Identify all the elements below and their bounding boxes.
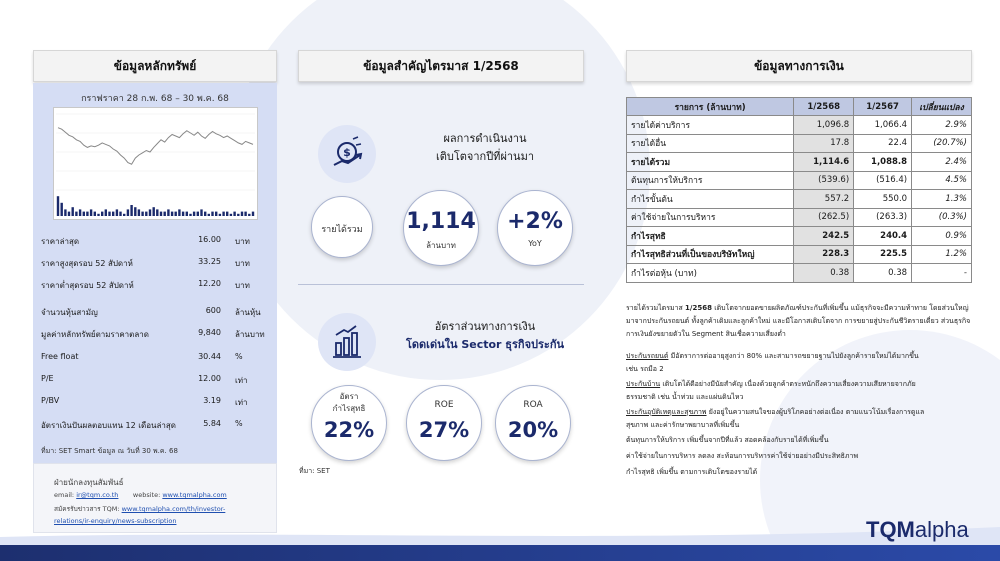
volume-bar [219, 214, 221, 216]
narrative-para-4 [626, 406, 976, 432]
volume-bar [123, 214, 125, 216]
roe-value: 27% [418, 418, 470, 442]
narrative-quarter: 1/2568 [685, 304, 712, 312]
subscribe-link-2[interactable]: relations/ir-enquiry/news-subscription [54, 517, 177, 525]
stock-info-label: P/E [41, 374, 54, 383]
growth-label: YoY [528, 239, 542, 248]
net-margin-value: 22% [323, 418, 375, 442]
volume-bar [189, 214, 191, 216]
narrative-para-3 [626, 378, 976, 404]
stock-info-unit: บาท [235, 281, 250, 290]
value-2568: 242.5 [794, 227, 854, 246]
volume-bar [204, 212, 206, 216]
stock-info-label: ราคาล่าสุด [41, 237, 80, 246]
revenue-value: 1,114 [406, 209, 476, 234]
financial-row [627, 227, 972, 246]
value-2568: 557.2 [794, 190, 854, 209]
narrative-para-1 [626, 302, 976, 341]
financial-item: รายได้รวม [627, 153, 794, 172]
volume-bar [186, 212, 188, 216]
financial-row [627, 134, 972, 153]
value-change: 0.9% [912, 227, 972, 246]
financial-row [627, 116, 972, 135]
narrative-text: มีอัตราการต่ออายุสูงกว่า 80% และสามารถขยายฐานไปยังลูกค้ารายใหม่ได้มากขึ้น [668, 352, 919, 360]
stock-info-unit: เท่า [235, 398, 248, 407]
volume-bar [75, 212, 77, 216]
financial-item: กำไรขั้นต้น [627, 190, 794, 209]
financial-item: รายได้ค่าบริการ [627, 116, 794, 135]
narrative-text: เช่น รถมือ 2 [626, 365, 664, 373]
volume-bar [90, 209, 92, 216]
stock-info-unit: เท่า [235, 376, 248, 385]
stock-info-label: อัตราเงินปันผลตอบแทน 12 เดือนล่าสุด [41, 421, 176, 430]
value-2568: 228.3 [794, 245, 854, 264]
net-margin-label-1: อัตรา [339, 392, 359, 401]
stock-info-value: 9,840 [198, 328, 221, 337]
stock-info-row [41, 257, 271, 271]
volume-bar [193, 212, 195, 216]
price-chart-svg [54, 108, 257, 219]
financial-row [627, 264, 972, 283]
ir-contact-line [54, 491, 227, 499]
financial-item: ต้นทุนการให้บริการ [627, 171, 794, 190]
ir-title: ฝ่ายนักลงทุนสัมพันธ์ [54, 478, 124, 487]
value-2568: 17.8 [794, 134, 854, 153]
bar-chart-icon [318, 313, 376, 371]
narrative-para-2 [626, 350, 976, 376]
value-2567: (516.4) [854, 171, 912, 190]
stock-info-row [41, 306, 271, 320]
money-growth-icon [318, 125, 376, 183]
subscribe-link[interactable]: www.tqmalpha.com/th/investor- [121, 505, 226, 513]
value-change: 1.3% [912, 190, 972, 209]
stock-info-source: ที่มา: SET Smart ข้อมูล ณ วันที่ 30 พ.ค. 68 [41, 447, 178, 455]
highlights-source: ที่มา: SET [299, 467, 330, 475]
value-2567: 225.5 [854, 245, 912, 264]
logo-light: alpha [914, 517, 969, 542]
stock-info-unit: ล้านบาท [235, 330, 265, 339]
value-2567: 0.38 [854, 264, 912, 283]
stock-info-unit: % [235, 352, 243, 361]
volume-bar [127, 209, 129, 216]
net-margin-label-2: กำไรสุทธิ [332, 404, 366, 413]
stock-info-row [41, 235, 271, 249]
volume-bar [211, 212, 213, 216]
stock-info-unit: ล้านหุ้น [235, 308, 261, 317]
logo-bold: TQM [866, 517, 915, 542]
volume-bar [244, 212, 246, 216]
value-change: 1.2% [912, 245, 972, 264]
value-change: 2.4% [912, 153, 972, 172]
revenue-label-bubble [311, 196, 373, 258]
financial-row [627, 153, 972, 172]
financial-table-header [627, 98, 972, 116]
volume-bar [175, 212, 177, 216]
email-label: email: [54, 491, 75, 499]
volume-bar [61, 203, 63, 216]
stock-info-value: 33.25 [198, 257, 221, 266]
financial-item: กำไรสุทธิ [627, 227, 794, 246]
volume-bar [134, 207, 136, 216]
financial-item: กำไรสุทธิส่วนที่เป็นของบริษัทใหญ่ [627, 245, 794, 264]
securities-panel [33, 83, 277, 463]
value-2567: 1,088.8 [854, 153, 912, 172]
value-2568: 0.38 [794, 264, 854, 283]
middle-divider [298, 284, 584, 285]
section-title-securities: ข้อมูลหลักทรัพย์ [33, 50, 277, 82]
narrative-text: เติบโตจากยอดขายผลิตภัณฑ์ประกันที่เพิ่มขึ้น แม้ธุรกิจจะมีความท้าทาย โดยส่วนใหญ่มาจากประกันรถยนต์ ทั้งลูกค้าเดิมและลูกค้าใหม่ และมีโอกาสเติบโตจาก [626, 304, 969, 325]
volume-bar [156, 209, 158, 216]
volume-bar [241, 212, 243, 216]
website-link[interactable]: www.tqmalpha.com [162, 491, 227, 499]
value-2568: 1,114.6 [794, 153, 854, 172]
financial-item: ค่าใช้จ่ายในการบริหาร [627, 208, 794, 227]
value-change: 4.5% [912, 171, 972, 190]
value-2567: 550.0 [854, 190, 912, 209]
stock-info-row [41, 328, 271, 342]
value-change: - [912, 264, 972, 283]
value-2568: 1,096.8 [794, 116, 854, 135]
financial-row [627, 245, 972, 264]
stock-info-label: P/BV [41, 396, 60, 405]
volume-bar [64, 209, 66, 216]
growth-value: +2% [507, 209, 563, 234]
volume-bar [149, 209, 151, 216]
header-2568: 1/2568 [794, 98, 854, 116]
svg-text:$: $ [343, 146, 351, 159]
volume-bar [182, 212, 184, 216]
stock-info-label: ราคาสูงสุดรอบ 52 สัปดาห์ [41, 259, 133, 268]
stock-info-label: มูลค่าหลักทรัพย์ตามราคาตลาด [41, 330, 149, 339]
narrative-text: เติบโตได้ดีอย่างมีนัยสำคัญ เนื่องด้วยลูกค้าตระหนักถึงความเสี่ยงความเสียหายจากภัย [660, 380, 916, 388]
volume-bar [145, 212, 147, 216]
value-2567: 22.4 [854, 134, 912, 153]
value-change: 2.9% [912, 116, 972, 135]
roa-label: ROA [523, 400, 543, 410]
value-change: (0.3%) [912, 208, 972, 227]
financial-item: รายได้อื่น [627, 134, 794, 153]
volume-bar [79, 209, 81, 216]
narrative-text: การขยายสู่ประกันชีวิตรายเดี่ยว ส่วนธุรกิจการเงินยังขยายตัวใน Segment สินเชื่อความเสี่ยงต่ำ [626, 317, 971, 338]
volume-bar [233, 212, 235, 216]
volume-bar [178, 209, 180, 216]
narrative-para-6: ค่าใช้จ่ายในการบริหาร ลดลง สะท้อนการบริหารค่าใช้จ่ายอย่างมีประสิทธิภาพ [626, 452, 859, 460]
financial-row [627, 171, 972, 190]
price-chart [53, 107, 258, 220]
performance-title-2: เติบโตจากปีที่ผ่านมา [435, 150, 535, 163]
section-title-financials: ข้อมูลทางการเงิน [626, 50, 972, 82]
roe-label: ROE [434, 400, 454, 410]
volume-bar [248, 214, 250, 216]
revenue-bubble [403, 190, 479, 266]
header-2567: 1/2567 [854, 98, 912, 116]
volume-bar [215, 212, 217, 216]
growth-bubble [497, 190, 573, 266]
financial-table [626, 97, 972, 283]
ratio-heading [395, 318, 575, 354]
volume-bar [197, 212, 199, 216]
value-change: (20.7%) [912, 134, 972, 153]
roa-bubble [495, 385, 571, 461]
stock-info-label: จำนวนหุ้นสามัญ [41, 308, 98, 317]
narrative-heading-motor: ประกันรถยนต์ [626, 352, 669, 360]
price-chart-title: กราฟราคา 28 ก.พ. 68 – 30 พ.ค. 68 [81, 94, 229, 104]
stock-info-value: 600 [205, 306, 221, 315]
stock-info-value: 30.44 [198, 352, 221, 361]
narrative-text: รายได้รวมไตรมาส [626, 304, 686, 312]
ratio-title-2: โดดเด่นใน Sector ธุรกิจประกัน [405, 338, 565, 351]
volume-bar [171, 212, 173, 216]
ratio-title-1: อัตราส่วนทางการเงิน [434, 320, 536, 333]
volume-bar [141, 212, 143, 216]
revenue-label: รายได้รวม [321, 225, 363, 235]
stock-info-value: 12.20 [198, 279, 221, 288]
stock-info-row [41, 374, 271, 388]
volume-bar [222, 212, 224, 216]
volume-bar [230, 214, 232, 216]
narrative-heading-home: ประกันบ้าน [626, 380, 661, 388]
stock-info-value: 3.19 [203, 396, 221, 405]
volume-bar [160, 212, 162, 216]
volume-bar [101, 212, 103, 216]
footer-bar [0, 545, 1000, 561]
volume-bar [72, 207, 74, 216]
tqmalpha-logo [866, 517, 969, 543]
subscribe-line-2 [54, 517, 176, 525]
volume-bar [83, 212, 85, 216]
header-item: รายการ (ล้านบาท) [627, 98, 794, 116]
stock-info-unit: บาท [235, 259, 250, 268]
stock-info-row [41, 352, 271, 366]
email-link[interactable]: ir@tqm.co.th [76, 491, 119, 499]
volume-bar [108, 212, 110, 216]
performance-title-1: ผลการดำเนินงาน [443, 132, 527, 145]
volume-bar [237, 214, 239, 216]
narrative-heading-health: ประกันอุบัติเหตุและสุขภาพ [626, 408, 707, 416]
volume-bar [112, 212, 114, 216]
volume-bar [97, 214, 99, 216]
stock-info-row [41, 419, 271, 433]
value-2567: 240.4 [854, 227, 912, 246]
value-2568: (539.6) [794, 171, 854, 190]
stock-info-value: 5.84 [203, 419, 221, 428]
financial-row [627, 208, 972, 227]
revenue-unit: ล้านบาท [426, 241, 456, 250]
performance-icon-circle [318, 125, 376, 183]
roe-bubble [406, 385, 482, 461]
roa-value: 20% [507, 418, 559, 442]
narrative-text: ยังอยู่ในความสนใจของผู้บริโภคอย่างต่อเนื่อง ตามแนวโน้มเรื่องการดูแล [706, 408, 925, 416]
narrative-para-7: กำไรสุทธิ เพิ่มขึ้น ตามการเติบโตของรายได้ [626, 468, 758, 476]
volume-bar [94, 212, 96, 216]
subscribe-label: สมัครรับข่าวสาร TQM: [54, 505, 120, 513]
stock-info-value: 16.00 [198, 235, 221, 244]
narrative-text: สุขภาพ และค่ารักษาพยาบาลที่เพิ่มขึ้น [626, 421, 740, 429]
volume-bar [167, 209, 169, 216]
stock-info-unit: บาท [235, 237, 250, 246]
website-label: website: [132, 491, 161, 499]
net-margin-bubble [311, 385, 387, 461]
stock-info-label: Free float [41, 352, 79, 361]
narrative-text: ธรรมชาติ เช่น น้ำท่วม และแผ่นดินไหว [626, 393, 744, 401]
volume-bar [68, 212, 70, 216]
stock-info-unit: % [235, 419, 243, 428]
volume-bar [130, 205, 132, 216]
volume-bar [200, 209, 202, 216]
stock-info-label: ราคาต่ำสุดรอบ 52 สัปดาห์ [41, 281, 134, 290]
volume-bar [208, 214, 210, 216]
volume-bar [86, 212, 88, 216]
value-2568: (262.5) [794, 208, 854, 227]
volume-bar [164, 212, 166, 216]
ir-contact-box [33, 463, 277, 533]
ratio-icon-circle [318, 313, 376, 371]
subscribe-line [54, 504, 225, 514]
narrative-para-5: ต้นทุนการให้บริการ เพิ่มขึ้นจากปีที่แล้ว สอดคล้องกับรายได้ที่เพิ่มขึ้น [626, 436, 829, 444]
stock-info-row [41, 279, 271, 293]
volume-bar [57, 196, 59, 216]
volume-bar [226, 212, 228, 216]
section-title-highlights: ข้อมูลสำคัญไตรมาส 1/2568 [298, 50, 584, 82]
stock-info-value: 12.00 [198, 374, 221, 383]
volume-bar [119, 212, 121, 216]
financial-row [627, 190, 972, 209]
volume-bar [105, 209, 107, 216]
volume-bar [153, 207, 155, 216]
value-2567: (263.3) [854, 208, 912, 227]
header-change: เปลี่ยนแปลง [912, 98, 972, 116]
volume-bar [252, 212, 254, 216]
volume-bar [138, 209, 140, 216]
performance-heading [410, 130, 560, 166]
volume-bar [116, 209, 118, 216]
value-2567: 1,066.4 [854, 116, 912, 135]
financial-item: กำไรต่อหุ้น (บาท) [627, 264, 794, 283]
stock-info-row [41, 396, 271, 410]
